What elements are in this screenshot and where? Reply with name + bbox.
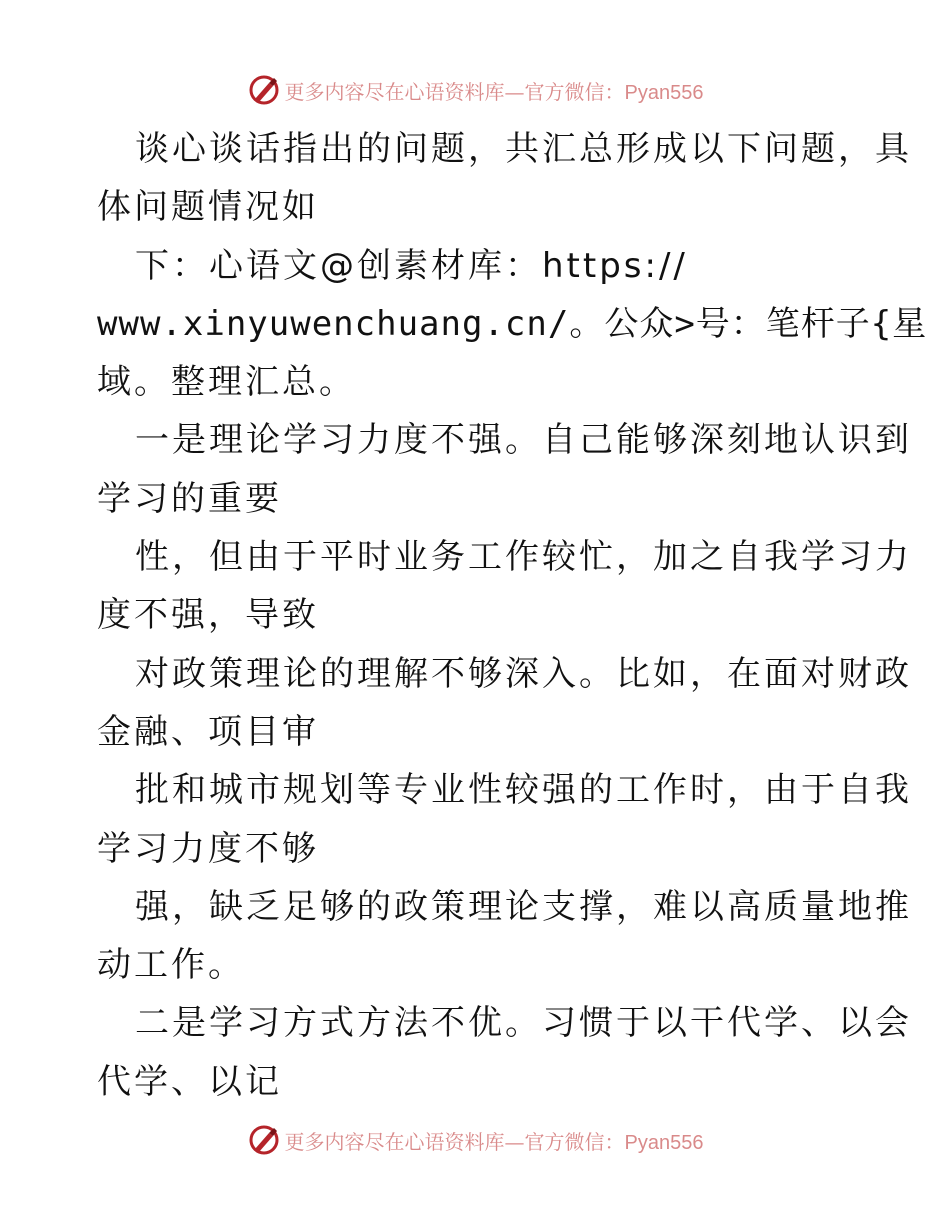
body-line: 一是理论学习力度不强。自己能够深刻地认识到 (135, 420, 912, 461)
body-line: 批和城市规划等专业性较强的工作时，由于自我 (135, 770, 912, 811)
body-line: 学习力度不够 (97, 828, 319, 869)
body-line: 代学、以记 (97, 1061, 282, 1102)
body-line: 动工作。 (97, 945, 245, 986)
body-line: 性，但由于平时业务工作较忙，加之自我学习力 (135, 537, 912, 578)
body-line: 金融、项目审 (97, 711, 319, 752)
body-line: 下：心语文@创素材库：https:// (135, 245, 688, 286)
body-line: 二是学习方式方法不优。习惯于以干代学、以会 (135, 1003, 912, 1044)
body-line: 度不强，导致 (97, 595, 319, 636)
body-line: 学习的重要 (97, 478, 282, 519)
pen-logo-icon (247, 73, 281, 107)
body-line: 域。整理汇总。 (97, 362, 356, 403)
body-line: www.xinyuwenchuang.cn/。公众>号：笔杆子{星 (97, 303, 928, 344)
body-line: 强，缺乏足够的政策理论支撑，难以高质量地推 (135, 886, 912, 927)
footer-banner-text: 更多内容尽在心语资料库—官方微信：Pyan556 (284, 1129, 704, 1154)
pen-logo-icon (247, 1123, 281, 1157)
document-body (97, 120, 928, 1111)
body-line: 谈心谈话指出的问题，共汇总形成以下问题，具 (135, 129, 912, 169)
body-line: 对政策理论的理解不够深入。比如，在面对财政 (135, 653, 912, 694)
header-banner-text: 更多内容尽在心语资料库—官方微信：Pyan556 (284, 79, 704, 104)
header-banner (0, 70, 950, 110)
body-line: 体问题情况如 (97, 187, 319, 228)
footer-banner (0, 1120, 950, 1160)
